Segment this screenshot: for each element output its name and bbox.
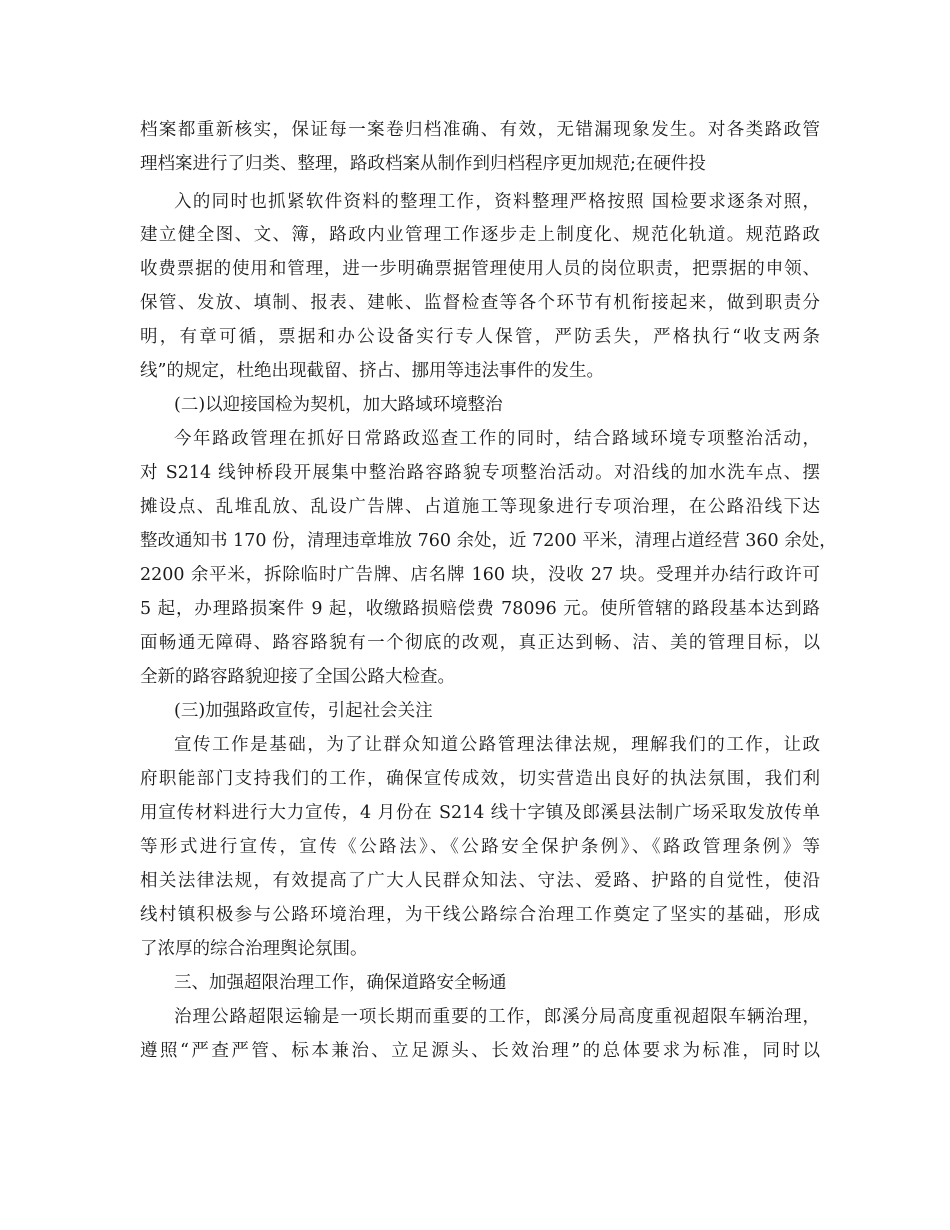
body-text-line: 用宣传材料进行大力宣传，4 月份在 S214 线十字镇及郎溪县法制广场采取发放传单 (140, 803, 820, 823)
body-text-line: 入的同时也抓紧软件资料的整理工作，资料整理严格按照 国检要求逐条对照， (174, 192, 820, 212)
section-heading: (三)加强路政宣传，引起社会关注 (174, 701, 433, 721)
body-text-line: 档案都重新核实，保证每一案卷归档准确、有效，无错漏现象发生。对各类路政管 (140, 120, 820, 140)
body-text-line: 2200 余平米，拆除临时广告牌、店名牌 160 块，没收 27 块。受理并办结行政许可 (140, 565, 820, 585)
body-text-line: 摊设点、乱堆乱放、乱设广告牌、占道施工等现象进行专项治理，在公路沿线下达 (140, 497, 820, 517)
body-text-line: 全新的路容路貌迎接了全国公路大检查。 (140, 667, 455, 687)
body-text-line: 保管、发放、填制、报表、建帐、监督检查等各个环节有机衔接起来，做到职责分 (140, 293, 820, 313)
body-text-line: 面畅通无障碍、路容路貌有一个彻底的改观，真正达到畅、洁、美的管理目标，以 (140, 633, 820, 653)
body-text-line: 线”的规定，杜绝出现截留、挤占、挪用等违法事件的发生。 (140, 361, 604, 381)
body-text-line: 明，有章可循，票据和办公设备实行专人保管，严防丢失，严格执行“收支两条 (140, 327, 820, 347)
body-text-line: 遵照“严查严管、标本兼治、立足源头、长效治理”的总体要求为标准，同时以 (140, 1041, 820, 1061)
body-text-line: 建立健全图、文、簿，路政内业管理工作逐步走上制度化、规范化轨道。规范路政 (140, 225, 820, 245)
body-text-line: 理档案进行了归类、整理，路政档案从制作到归档程序更加规范;在硬件投 (140, 154, 706, 174)
body-text-line: 对 S214 线钟桥段开展集中整治路容路貌专项整治活动。对沿线的加水洗车点、摆 (140, 463, 820, 483)
body-text-line: 5 起，办理路损案件 9 起，收缴路损赔偿费 78096 元。使所管辖的路段基本达到路 (140, 599, 820, 619)
body-text-line: 宣传工作是基础，为了让群众知道公路管理法律法规，理解我们的工作，让政 (174, 735, 820, 755)
body-text-line: 今年路政管理在抓好日常路政巡查工作的同时，结合路域环境专项整治活动， (174, 429, 820, 449)
body-text-line: 收费票据的使用和管理，进一步明确票据管理使用人员的岗位职责，把票据的申领、 (140, 259, 820, 279)
body-text-line: 等形式进行宣传，宣传《公路法》、《公路安全保护条例》、《路政管理条例》等 (140, 837, 820, 857)
body-text-line: 治理公路超限运输是一项长期而重要的工作，郎溪分局高度重视超限车辆治理， (174, 1007, 820, 1027)
body-text-line: 了浓厚的综合治理舆论氛围。 (140, 939, 368, 959)
body-text-line: 府职能部门支持我们的工作，确保宣传成效，切实营造出良好的执法氛围，我们利 (140, 769, 820, 789)
body-text-line: 相关法律法规，有效提高了广大人民群众知法、守法、爱路、护路的自觉性，使沿 (140, 871, 820, 891)
body-text-line: 整改通知书 170 份，清理违章堆放 760 余处，近 7200 平米，清理占道经营 360 余处， (140, 531, 837, 551)
section-heading: (二)以迎接国检为契机，加大路域环境整治 (174, 395, 503, 415)
section-heading: 三、加强超限治理工作，确保道路安全畅通 (174, 973, 507, 993)
body-text-line: 线村镇积极参与公路环境治理，为干线公路综合治理工作奠定了坚实的基础，形成 (140, 905, 820, 925)
